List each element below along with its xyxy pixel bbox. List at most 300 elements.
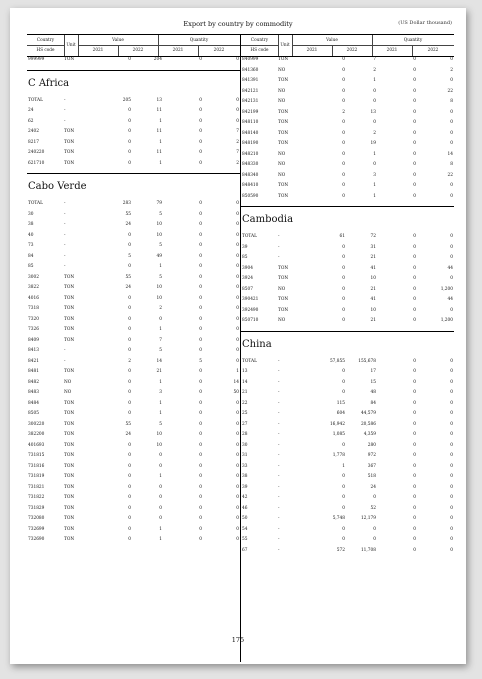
- value-2022-cell: 10: [370, 276, 376, 281]
- unit-cell: TON: [64, 160, 75, 166]
- table-row: [241, 451, 454, 462]
- hs-code-cell: 67: [242, 547, 248, 553]
- value-2022-cell: 2: [373, 67, 376, 73]
- unit-cell: -: [278, 234, 280, 239]
- hs-code-cell: 392490: [242, 307, 259, 313]
- value-2022-cell: 49: [156, 253, 162, 259]
- value-2022-cell: 2: [159, 306, 162, 311]
- quantity-2021-cell: 0: [199, 150, 202, 155]
- hs-code-cell: 8505: [28, 411, 39, 416]
- quantity-2021-cell: 0: [199, 222, 202, 227]
- table-row: [241, 483, 454, 494]
- quantity-2021-cell: 0: [199, 453, 202, 458]
- hs-code-cell: 22: [242, 400, 248, 406]
- table-row: [27, 472, 240, 483]
- value-2021-cell: 0: [128, 400, 131, 406]
- value-2021-cell: 0: [342, 172, 345, 178]
- quantity-2021-cell: 0: [199, 537, 202, 542]
- hs-code-cell: TOTAL: [28, 97, 43, 103]
- value-2022-cell: 1: [373, 183, 376, 188]
- hs-code-cell: 850710: [242, 318, 259, 323]
- quantity-2022-cell: 14: [233, 379, 239, 385]
- quantity-2022-cell: 0: [236, 411, 239, 416]
- hs-code-cell: 4016: [28, 295, 39, 301]
- hs-code-cell: 842131: [242, 99, 259, 104]
- value-2022-cell: 52: [370, 505, 376, 511]
- value-2021-cell: 0: [128, 484, 131, 490]
- quantity-2021-cell: 0: [199, 411, 202, 416]
- value-2021-cell: 0: [342, 286, 345, 292]
- quantity-2022-cell: 0: [236, 295, 239, 301]
- value-2021-cell: 0: [342, 141, 345, 146]
- value-2022-cell: 14: [156, 358, 162, 364]
- unit-cell: NO: [278, 286, 286, 292]
- unit-cell: -: [278, 537, 280, 542]
- table-row: [27, 262, 240, 273]
- header-quantity-2022: 2022: [427, 47, 439, 52]
- hs-code-cell: 842199: [242, 109, 259, 115]
- value-2022-cell: 5: [159, 274, 162, 280]
- quantity-2022-cell: 44: [447, 265, 453, 271]
- value-2021-cell: 0: [342, 120, 345, 125]
- quantity-2022-cell: 0: [236, 348, 239, 353]
- quantity-2022-cell: 0: [450, 244, 453, 250]
- quantity-2021-cell: 0: [413, 88, 416, 94]
- value-2022-cell: 13: [370, 109, 376, 115]
- value-2022-cell: 21: [370, 255, 376, 260]
- value-2022-cell: 1: [159, 118, 162, 124]
- value-2021-cell: 0: [128, 442, 131, 448]
- header-quantity-2021: 2021: [386, 47, 398, 52]
- unit-cell: -: [278, 495, 280, 500]
- value-2022-cell: 7: [159, 337, 162, 343]
- table-row: [241, 409, 454, 420]
- table-row: [27, 504, 240, 515]
- value-2021-cell: 0: [342, 297, 345, 302]
- country-heading: C Africa: [27, 70, 240, 96]
- quantity-2022-cell: 0: [450, 432, 453, 437]
- quantity-2022-cell: 0: [450, 526, 453, 532]
- hs-code-cell: 8483: [28, 390, 39, 395]
- value-2021-cell: 0: [128, 264, 131, 269]
- quantity-2021-cell: 0: [413, 265, 416, 271]
- unit-cell: TON: [64, 274, 75, 280]
- table-row: [241, 253, 454, 264]
- value-2022-cell: 0: [159, 463, 162, 469]
- hs-code-cell: 33: [242, 463, 248, 469]
- unit-cell: -: [278, 255, 280, 260]
- unit-note: (US Dollar thousand): [398, 20, 452, 26]
- value-2022-cell: 0: [373, 99, 376, 104]
- unit-cell: NO: [278, 88, 286, 94]
- quantity-2021-cell: 0: [413, 234, 416, 239]
- hs-code-cell: 3904: [242, 265, 253, 271]
- quantity-2021-cell: 0: [199, 264, 202, 269]
- table-row: [241, 472, 454, 483]
- quantity-2021-cell: 0: [413, 526, 416, 532]
- value-2022-cell: 0: [373, 526, 376, 532]
- unit-cell: -: [278, 411, 280, 416]
- hs-code-cell: 3822: [28, 285, 39, 290]
- value-2021-cell: 0: [342, 88, 345, 94]
- hs-code-cell: 8217: [28, 139, 39, 145]
- value-2022-cell: 15: [370, 379, 376, 385]
- hs-code-cell: 848330: [242, 162, 259, 167]
- header-quantity: Quantity: [189, 37, 209, 42]
- value-2021-cell: 0: [342, 442, 345, 448]
- table-row: [241, 192, 454, 203]
- value-2022-cell: 0: [373, 495, 376, 500]
- value-2022-cell: 1: [159, 400, 162, 406]
- value-2021-cell: 0: [342, 78, 345, 83]
- quantity-2022-cell: 0: [236, 97, 239, 103]
- value-2021-cell: 0: [128, 139, 131, 145]
- value-2021-cell: 1,778: [332, 453, 345, 458]
- table-row: [241, 274, 454, 285]
- quantity-2022-cell: 8: [450, 99, 453, 104]
- quantity-2022-cell: 22: [447, 172, 453, 178]
- hs-code-cell: 8481: [28, 369, 39, 374]
- value-2022-cell: 79: [156, 201, 162, 206]
- table-row: [241, 441, 454, 452]
- quantity-2021-cell: 0: [413, 390, 416, 395]
- value-2021-cell: 0: [342, 57, 345, 62]
- value-2022-cell: 5: [159, 348, 162, 353]
- value-2021-cell: 0: [342, 99, 345, 104]
- hs-code-cell: TOTAL: [28, 201, 43, 206]
- unit-cell: NO: [278, 99, 286, 104]
- hs-code-cell: 848140: [242, 130, 259, 136]
- hs-code-cell: 28: [242, 432, 248, 437]
- quantity-2021-cell: 0: [413, 151, 416, 157]
- quantity-2021-cell: 0: [413, 400, 416, 406]
- quantity-2022-cell: 0: [450, 109, 453, 115]
- value-2022-cell: 44,579: [360, 411, 376, 416]
- hs-code-cell: 848410: [242, 183, 259, 188]
- quantity-2022-cell: 0: [236, 253, 239, 259]
- unit-cell: TON: [278, 78, 289, 83]
- unit-cell: TON: [64, 316, 75, 322]
- value-2021-cell: 0: [128, 453, 131, 458]
- value-2022-cell: 11: [156, 108, 162, 113]
- quantity-2022-cell: 0: [236, 327, 239, 332]
- value-2021-cell: 0: [342, 390, 345, 395]
- value-2022-cell: 1: [159, 474, 162, 479]
- hs-code-cell: 8421: [28, 358, 39, 364]
- unit-cell: TON: [64, 129, 75, 134]
- table-row: [27, 525, 240, 536]
- quantity-2021-cell: 0: [413, 318, 416, 323]
- value-2021-cell: 0: [342, 162, 345, 167]
- quantity-2022-cell: 0: [236, 201, 239, 206]
- hs-code-cell: 848190: [242, 141, 259, 146]
- unit-cell: -: [64, 232, 66, 238]
- value-2021-cell: 115: [336, 400, 345, 406]
- hs-code-cell: 732690: [28, 537, 45, 542]
- hs-code-cell: 300220: [28, 421, 45, 427]
- value-2021-cell: 0: [128, 129, 131, 134]
- value-2021-cell: 0: [128, 160, 131, 166]
- value-2022-cell: 72: [370, 234, 376, 239]
- quantity-2022-cell: 0: [236, 243, 239, 248]
- quantity-2022-cell: 0: [236, 453, 239, 458]
- unit-cell: NO: [278, 172, 286, 178]
- value-2022-cell: 0: [159, 495, 162, 500]
- unit-cell: -: [278, 244, 280, 250]
- unit-cell: TON: [64, 327, 75, 332]
- value-2021-cell: 0: [342, 130, 345, 136]
- unit-cell: NO: [278, 162, 286, 167]
- table-header-right: [241, 34, 454, 57]
- table-row: [27, 367, 240, 378]
- value-2022-cell: 5: [159, 211, 162, 217]
- value-2022-cell: 12,179: [360, 516, 376, 521]
- hs-code-cell: 999999: [28, 57, 45, 62]
- quantity-2022-cell: 0: [236, 537, 239, 542]
- value-2021-cell: 1,085: [332, 432, 345, 437]
- header-value-2021: 2021: [306, 47, 318, 52]
- value-2021-cell: 0: [342, 369, 345, 374]
- value-2021-cell: 604: [336, 411, 345, 416]
- quantity-2022-cell: 2: [450, 67, 453, 73]
- value-2022-cell: 0: [159, 316, 162, 322]
- table-row: [27, 378, 240, 389]
- table-column-right: [241, 55, 454, 556]
- quantity-2022-cell: 0: [450, 400, 453, 406]
- unit-cell: -: [64, 253, 66, 259]
- quantity-2022-cell: 0: [450, 120, 453, 125]
- value-2021-cell: 0: [342, 505, 345, 511]
- unit-cell: -: [278, 474, 280, 479]
- quantity-2021-cell: 0: [413, 442, 416, 448]
- quantity-2021-cell: 0: [413, 78, 416, 83]
- quantity-2021-cell: 0: [413, 162, 416, 167]
- hs-code-cell: 732080: [28, 516, 45, 521]
- unit-cell: -: [64, 97, 66, 103]
- quantity-2022-cell: 0: [236, 306, 239, 311]
- table-row: [27, 493, 240, 504]
- hs-code-cell: 841360: [242, 67, 259, 73]
- quantity-2021-cell: 0: [413, 255, 416, 260]
- table-row: [27, 283, 240, 294]
- value-2021-cell: 0: [128, 348, 131, 353]
- quantity-2022-cell: 0: [236, 421, 239, 427]
- value-2022-cell: 10: [156, 222, 162, 227]
- quantity-2021-cell: 0: [413, 172, 416, 178]
- unit-cell: -: [278, 547, 280, 553]
- quantity-2022-cell: 22: [447, 88, 453, 94]
- quantity-2021-cell: 0: [413, 141, 416, 146]
- unit-cell: TON: [64, 526, 75, 532]
- table-row: [241, 87, 454, 98]
- value-2021-cell: 0: [128, 232, 131, 238]
- unit-cell: TON: [64, 421, 75, 427]
- quantity-2021-cell: 0: [199, 285, 202, 290]
- value-2021-cell: 24: [125, 222, 131, 227]
- value-2021-cell: 2: [128, 358, 131, 364]
- quantity-2021-cell: 0: [199, 474, 202, 479]
- value-2021-cell: 0: [342, 151, 345, 157]
- value-2021-cell: 24: [125, 432, 131, 437]
- value-2022-cell: 1: [159, 160, 162, 166]
- unit-cell: -: [64, 358, 66, 364]
- table-row: [27, 294, 240, 305]
- hs-code-cell: 8482: [28, 379, 39, 385]
- value-2021-cell: 0: [128, 327, 131, 332]
- hs-code-cell: 21: [242, 390, 248, 395]
- quantity-2021-cell: 0: [413, 130, 416, 136]
- value-2022-cell: 11: [156, 150, 162, 155]
- table-row: [241, 525, 454, 536]
- value-2022-cell: 41: [370, 265, 376, 271]
- value-2022-cell: 21: [370, 318, 376, 323]
- value-2021-cell: 0: [128, 526, 131, 532]
- unit-cell: TON: [278, 120, 289, 125]
- unit-cell: TON: [64, 505, 75, 511]
- quantity-2021-cell: 0: [199, 316, 202, 322]
- quantity-2022-cell: 0: [450, 379, 453, 385]
- value-2022-cell: 1: [159, 139, 162, 145]
- unit-cell: TON: [64, 474, 75, 479]
- unit-cell: TON: [278, 183, 289, 188]
- hs-code-cell: 30: [28, 211, 34, 217]
- table-row: [27, 430, 240, 441]
- value-2021-cell: 55: [125, 211, 131, 217]
- header-value-2022: 2022: [346, 47, 358, 52]
- quantity-2021-cell: 0: [199, 348, 202, 353]
- value-2021-cell: 0: [128, 57, 131, 62]
- table-row: [241, 367, 454, 378]
- unit-cell: TON: [278, 109, 289, 115]
- table-row: [241, 243, 454, 254]
- hs-code-cell: 31: [242, 453, 248, 458]
- value-2022-cell: 2: [373, 130, 376, 136]
- value-2021-cell: 0: [128, 537, 131, 542]
- quantity-2021-cell: 0: [199, 274, 202, 280]
- quantity-2022-cell: 0: [450, 369, 453, 374]
- hs-code-cell: 8507: [242, 286, 253, 292]
- value-2022-cell: 1: [159, 526, 162, 532]
- hs-code-cell: 3924: [242, 276, 253, 281]
- unit-cell: TON: [278, 297, 289, 302]
- table-row: [241, 264, 454, 275]
- quantity-2021-cell: 0: [199, 118, 202, 124]
- value-2021-cell: 0: [342, 193, 345, 199]
- quantity-2022-cell: 2: [236, 139, 239, 145]
- value-2022-cell: 4,359: [363, 432, 376, 437]
- unit-cell: TON: [64, 463, 75, 469]
- hs-code-cell: 621710: [28, 160, 45, 166]
- table-row: [27, 231, 240, 242]
- unit-cell: -: [64, 211, 66, 217]
- quantity-2021-cell: 0: [413, 120, 416, 125]
- header-value: Value: [112, 37, 124, 42]
- hs-code-cell: 401693: [28, 442, 45, 448]
- quantity-2022-cell: 0: [450, 390, 453, 395]
- table-row: [27, 441, 240, 452]
- hs-code-cell: 3002: [28, 274, 39, 280]
- table-row: [241, 378, 454, 389]
- table-row: [241, 546, 454, 557]
- value-2021-cell: 61: [339, 234, 345, 239]
- quantity-2022-cell: 0: [450, 255, 453, 260]
- unit-cell: NO: [64, 390, 72, 395]
- value-2022-cell: 5: [159, 421, 162, 427]
- unit-cell: -: [278, 390, 280, 395]
- value-2022-cell: 21: [370, 286, 376, 292]
- table-row: [241, 171, 454, 182]
- value-2021-cell: 0: [128, 516, 131, 521]
- unit-cell: TON: [64, 295, 75, 301]
- table-row: [241, 357, 454, 368]
- value-2021-cell: 55: [125, 421, 131, 427]
- unit-cell: -: [278, 442, 280, 448]
- unit-cell: TON: [278, 307, 289, 313]
- quantity-2022-cell: 0: [450, 484, 453, 490]
- hs-code-cell: 38: [28, 222, 34, 227]
- quantity-2022-cell: 0: [450, 130, 453, 136]
- value-2021-cell: 0: [342, 318, 345, 323]
- unit-cell: TON: [278, 141, 289, 146]
- quantity-2022-cell: 0: [450, 421, 453, 427]
- unit-cell: NO: [278, 151, 286, 157]
- unit-cell: NO: [278, 67, 286, 73]
- value-2021-cell: 0: [342, 67, 345, 73]
- value-2021-cell: 0: [128, 316, 131, 322]
- unit-cell: -: [278, 463, 280, 469]
- table-row: [27, 106, 240, 117]
- quantity-2021-cell: 0: [199, 390, 202, 395]
- hs-code-cell: 30: [242, 442, 248, 448]
- quantity-2021-cell: 5: [199, 358, 202, 364]
- quantity-2021-cell: 0: [199, 57, 202, 62]
- unit-cell: NO: [64, 379, 72, 385]
- quantity-2022-cell: 7: [236, 150, 239, 155]
- hs-code-cell: TOTAL: [242, 358, 257, 364]
- unit-cell: -: [278, 516, 280, 521]
- unit-cell: -: [278, 379, 280, 385]
- value-2021-cell: 0: [128, 379, 131, 385]
- value-2022-cell: 10: [156, 285, 162, 290]
- hs-code-cell: 24: [28, 108, 34, 113]
- quantity-2022-cell: 0: [236, 484, 239, 490]
- hs-code-cell: 842121: [242, 88, 259, 94]
- table-row: [241, 129, 454, 140]
- quantity-2021-cell: 0: [413, 358, 416, 364]
- quantity-2021-cell: 0: [199, 243, 202, 248]
- table-row: [27, 210, 240, 221]
- hs-code-cell: 84: [28, 253, 34, 259]
- hs-code-cell: 731822: [28, 495, 45, 500]
- quantity-2021-cell: 0: [413, 432, 416, 437]
- table-row: [27, 451, 240, 462]
- quantity-2021-cell: 0: [413, 411, 416, 416]
- value-2022-cell: 31: [370, 244, 376, 250]
- table-row: [241, 316, 454, 327]
- hs-code-cell: 2402: [28, 129, 39, 134]
- hs-code-cell: 85: [242, 255, 248, 260]
- quantity-2021-cell: 0: [413, 474, 416, 479]
- value-2021-cell: 24: [125, 285, 131, 290]
- unit-cell: -: [278, 400, 280, 406]
- value-2022-cell: 0: [159, 516, 162, 521]
- quantity-2021-cell: 0: [199, 306, 202, 311]
- table-column-left: [27, 55, 240, 546]
- table-row: [241, 150, 454, 161]
- unit-cell: -: [278, 505, 280, 511]
- quantity-2021-cell: 0: [199, 369, 202, 374]
- quantity-2021-cell: 0: [413, 547, 416, 553]
